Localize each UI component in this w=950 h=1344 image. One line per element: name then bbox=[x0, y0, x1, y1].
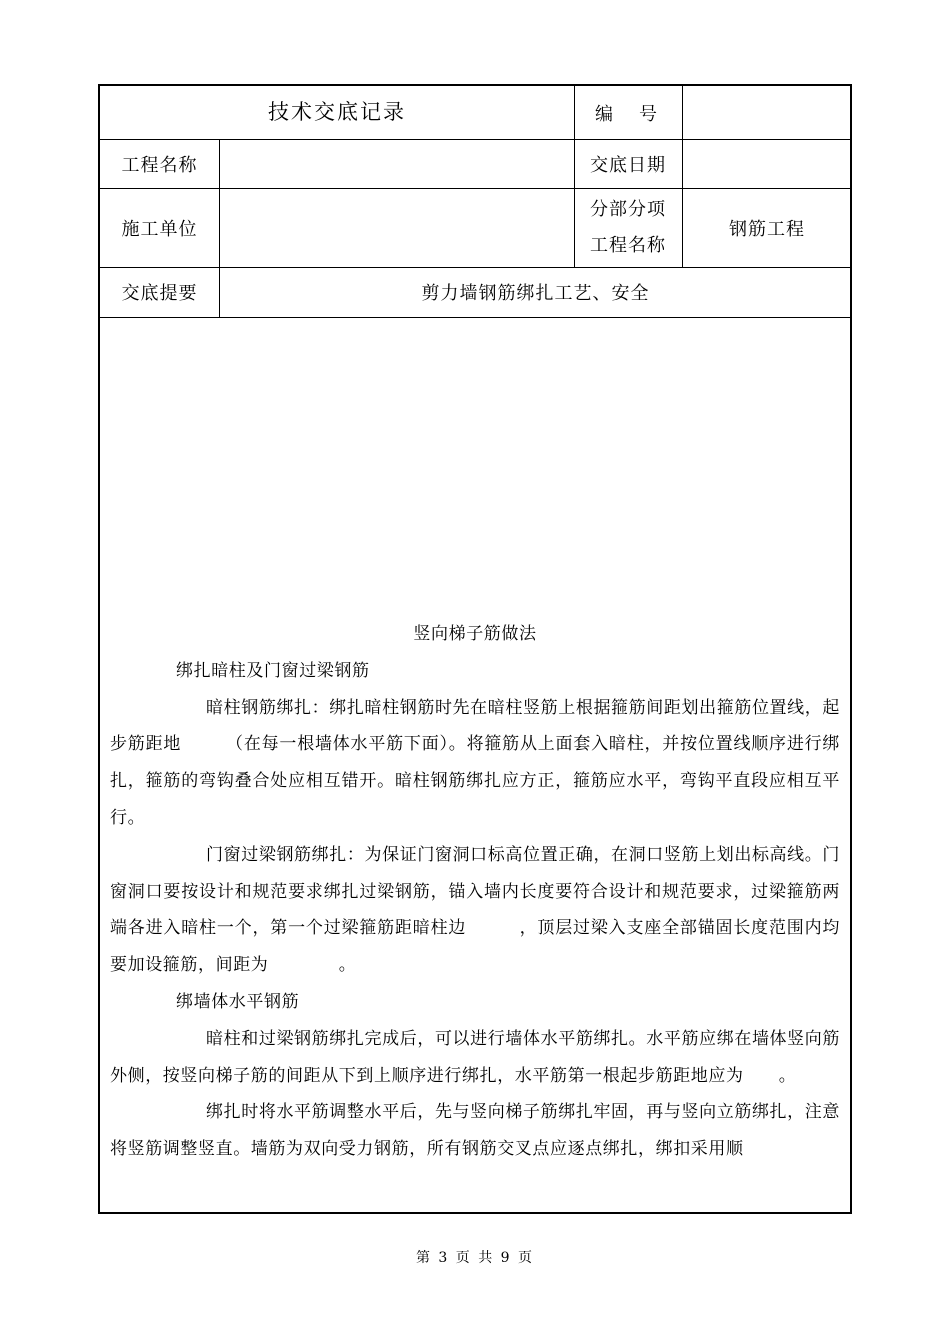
paragraph-horizontal-bars: 暗柱和过梁钢筋绑扎完成后，可以进行墙体水平筋绑扎。水平筋应绑在墙体竖向筋外侧，按竖向梯子筋的间距从下到上顺序进行绑扎，水平筋第一根起步筋距地应为 。 bbox=[110, 1028, 840, 1086]
number-value bbox=[682, 86, 852, 139]
construction-unit-value bbox=[219, 188, 574, 267]
construction-unit-label: 施工单位 bbox=[121, 218, 198, 240]
paragraph-lintel-binding: 门窗过梁钢筋绑扎：为保证门窗洞口标高位置正确，在洞口竖筋上划出标高线。门窗洞口要按设计和规范要求绑扎过梁钢筋，锚入墙内长度要符合设计和规范要求，过梁箍筋两端各进入暗柱一个，第一个过梁箍筋距暗柱边 ，顶层过梁入支座全部锚固长度范围内均要加设箍筋，间距为 。 bbox=[110, 844, 840, 976]
disclosure-content bbox=[110, 616, 840, 1168]
document-title: 技术交底记录 bbox=[268, 100, 406, 124]
project-name-label: 工程名称 bbox=[121, 154, 198, 176]
paragraph-column-binding: 暗柱钢筋绑扎：绑扎暗柱钢筋时先在暗柱竖筋上根据箍筋间距划出箍筋位置线，起步筋距地 （在每一根墙体水平筋下面）。将箍筋从上面套入暗柱，并按位置线顺序进行绑扎，箍筋的弯钩叠合处应相互错开。暗柱钢筋绑扎应方正，箍筋应水平，弯钩平直段应相互平行。 bbox=[110, 697, 840, 828]
date-value bbox=[682, 139, 852, 188]
subdivision-label-line1: 分部分项 bbox=[590, 198, 666, 220]
row-divider bbox=[100, 317, 850, 318]
disclosure-record-table bbox=[98, 84, 852, 1214]
project-name-value bbox=[219, 139, 574, 188]
paragraph-binding-method: 绑扎时将水平筋调整水平后，先与竖向梯子筋绑扎牢固，再与竖向立筋绑扎，注意将竖筋调整竖直。墙筋为双向受力钢筋，所有钢筋交叉点应逐点绑扎，绑扣采用顺 bbox=[110, 1102, 840, 1160]
section-heading-columns: 绑扎暗柱及门窗过梁钢筋 bbox=[176, 660, 370, 681]
subdivision-value: 钢筋工程 bbox=[729, 218, 805, 240]
section-title: 竖向梯子筋做法 bbox=[413, 624, 537, 644]
subdivision-label-line2: 工程名称 bbox=[590, 234, 666, 256]
date-label: 交底日期 bbox=[590, 154, 666, 176]
summary-label: 交底提要 bbox=[121, 283, 198, 304]
subdivision-label bbox=[574, 188, 682, 267]
page-number: 第 3 页 共 9 页 bbox=[415, 1250, 535, 1266]
section-heading-horizontal: 绑墙体水平钢筋 bbox=[176, 991, 300, 1012]
summary-value: 剪力墙钢筋绑扎工艺、安全 bbox=[421, 283, 650, 304]
number-label: 编 号 bbox=[595, 103, 661, 125]
